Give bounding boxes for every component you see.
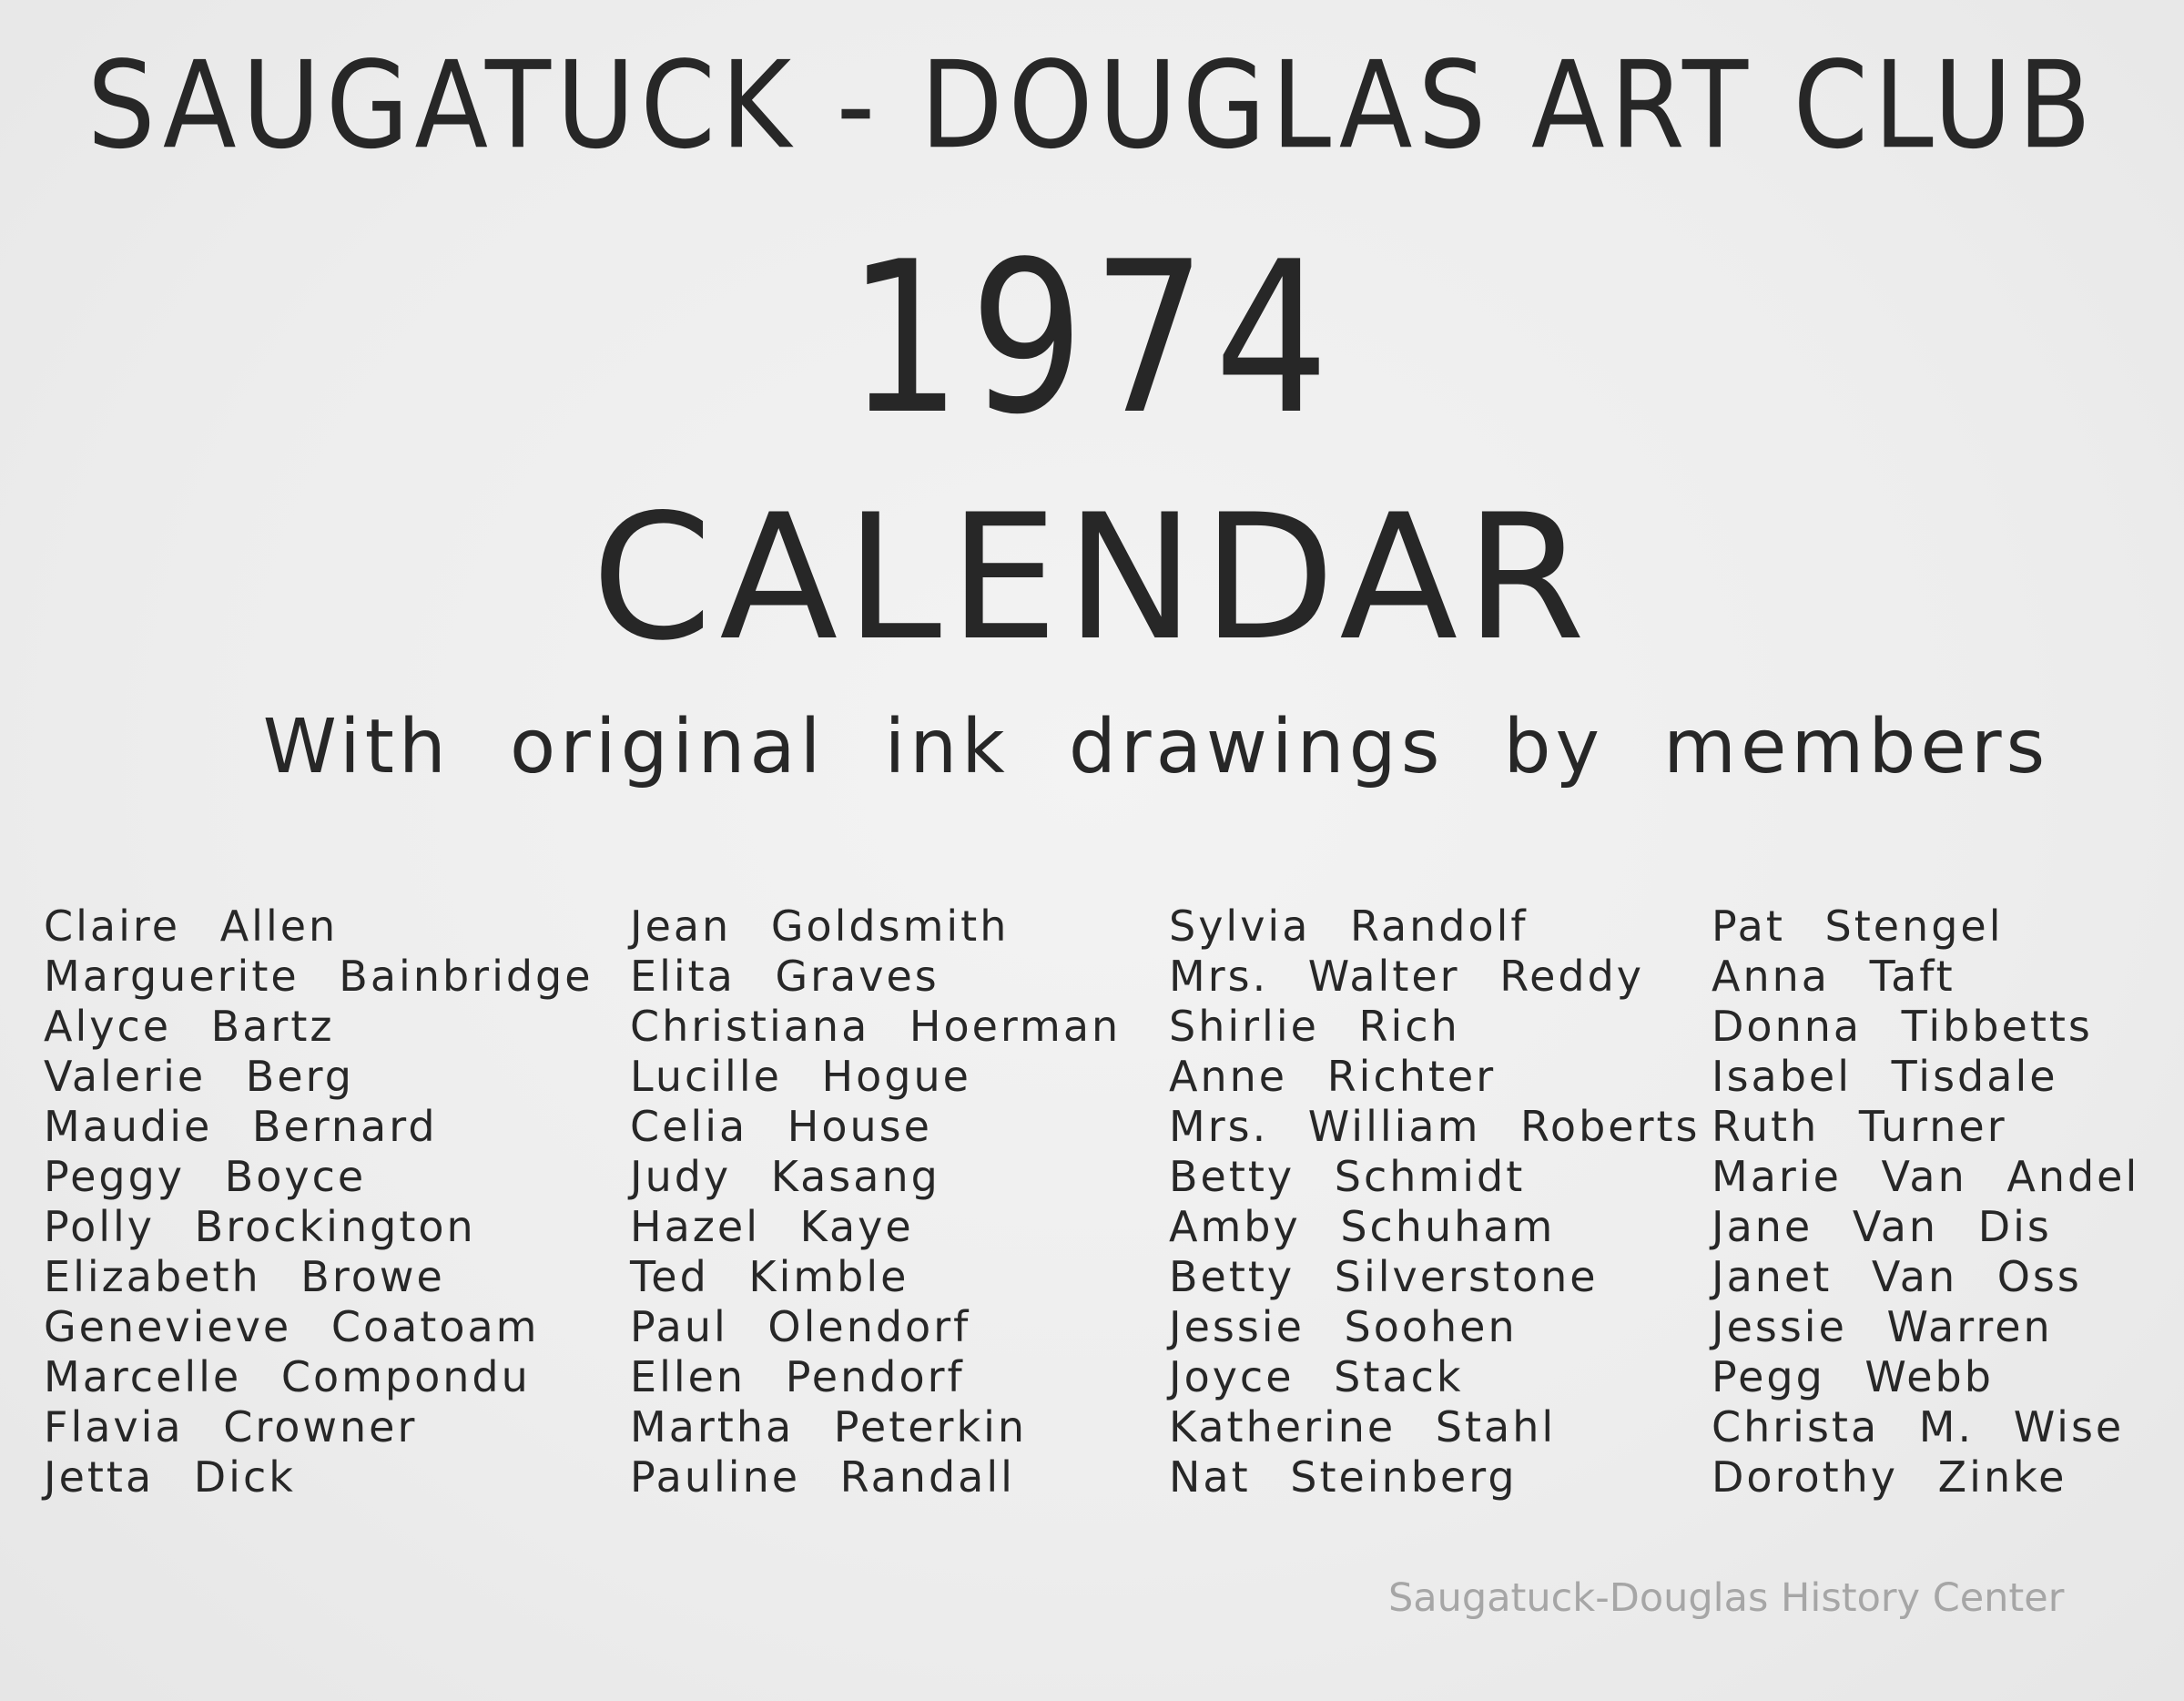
member-column-1 <box>44 901 594 1502</box>
member-name: Celia House <box>630 1102 932 1151</box>
member-name: Mrs. Walter Reddy <box>1169 952 1645 1001</box>
member-name: Polly Brockington <box>44 1202 476 1251</box>
calendar-heading: CALENDAR <box>591 477 1593 678</box>
member-name: Anna Taft <box>1712 952 1955 1001</box>
member-name: Dorothy Zinke <box>1712 1452 2067 1502</box>
member-name: Jetta Dick <box>44 1452 296 1502</box>
member-name: Alyce Bartz <box>44 1002 335 1051</box>
member-name: Janet Van Oss <box>1712 1252 2082 1301</box>
member-name: Christa M. Wise <box>1712 1402 2125 1451</box>
member-name: Donna Tibbetts <box>1712 1002 2093 1051</box>
member-name: Christiana Hoerman <box>630 1002 1122 1051</box>
member-name: Pegg Webb <box>1712 1352 1994 1401</box>
member-name: Paul Olendorf <box>630 1302 971 1351</box>
member-name: Ruth Turner <box>1712 1102 2007 1151</box>
member-name: Judy Kasang <box>630 1152 940 1201</box>
member-column-2 <box>630 901 1121 1502</box>
member-name: Jean Goldsmith <box>630 901 1010 951</box>
member-name: Katherine Stahl <box>1169 1402 1557 1451</box>
member-name: Marcelle Compondu <box>44 1352 531 1401</box>
member-name: Sylvia Randolf <box>1169 901 1529 951</box>
member-name: Elizabeth Browe <box>44 1252 445 1301</box>
member-name: Jessie Warren <box>1712 1302 2053 1351</box>
member-name: Anne Richter <box>1169 1052 1497 1101</box>
member-name: Shirlie Rich <box>1169 1002 1460 1051</box>
member-name: Claire Allen <box>44 901 339 951</box>
member-column-4 <box>1712 901 2139 1502</box>
member-name-list <box>0 901 2184 1594</box>
member-name: Isabel Tisdale <box>1712 1052 2058 1101</box>
club-name: SAUGATUCK - DOUGLAS ART CLUB <box>86 35 2098 176</box>
member-name: Marie Van Andel <box>1712 1152 2140 1201</box>
calendar-year: 1974 <box>847 218 1337 461</box>
member-name: Betty Silverstone <box>1169 1252 1599 1301</box>
member-name: Betty Schmidt <box>1169 1152 1526 1201</box>
calendar-subtitle: With original ink drawings by members <box>262 704 2050 790</box>
member-name: Marguerite Bainbridge <box>44 952 594 1001</box>
member-name: Genevieve Coatoam <box>44 1302 540 1351</box>
member-name: Hazel Kaye <box>630 1202 914 1251</box>
member-name: Elita Graves <box>630 952 940 1001</box>
member-name: Flavia Crowner <box>44 1402 418 1451</box>
member-name: Joyce Stack <box>1169 1352 1464 1401</box>
member-name: Ellen Pendorf <box>630 1352 965 1401</box>
member-name: Amby Schuham <box>1169 1202 1556 1251</box>
member-name: Ted Kimble <box>630 1252 909 1301</box>
member-name: Jane Van Dis <box>1712 1202 2052 1251</box>
member-name: Valerie Berg <box>44 1052 354 1101</box>
member-name: Lucille Hogue <box>630 1052 971 1101</box>
member-column-3 <box>1169 901 1700 1502</box>
member-name: Peggy Boyce <box>44 1152 367 1201</box>
history-center-watermark: Saugatuck-Douglas History Center <box>1388 1575 2065 1621</box>
member-name: Martha Peterkin <box>630 1402 1028 1451</box>
member-name: Jessie Soohen <box>1169 1302 1518 1351</box>
member-name: Pat Stengel <box>1712 901 2004 951</box>
member-name: Maudie Bernard <box>44 1102 438 1151</box>
member-name: Pauline Randall <box>630 1452 1015 1502</box>
member-name: Nat Steinberg <box>1169 1452 1518 1502</box>
member-name: Mrs. William Roberts <box>1169 1102 1701 1151</box>
